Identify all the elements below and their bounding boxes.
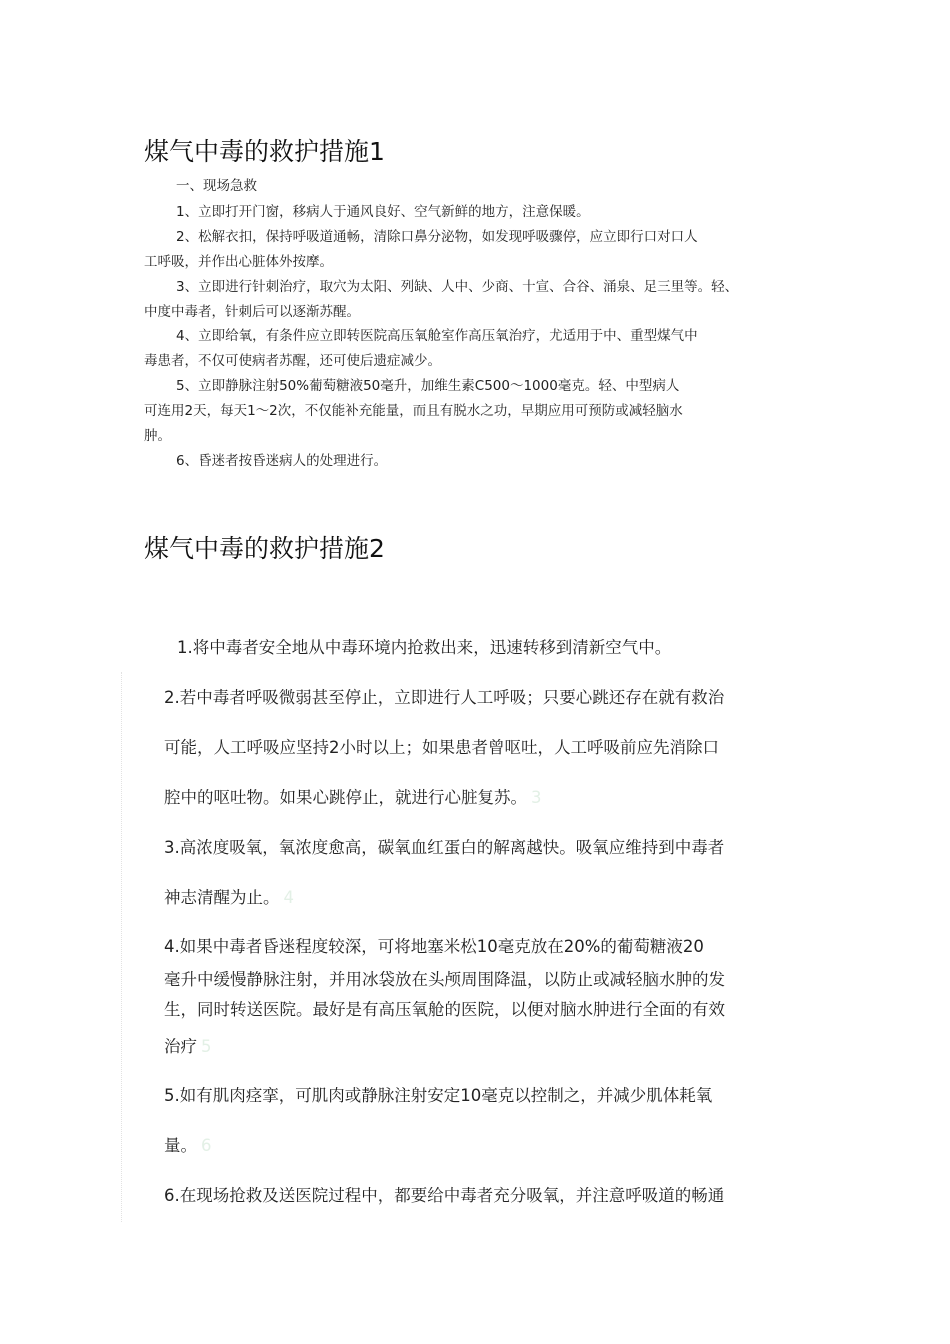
paragraph-line: 6、昏迷者按昏迷病人的处理进行。 [176,453,388,469]
paragraph-line: 5.如有肌肉痉挛，可肌肉或静脉注射安定10毫克以控制之，并减少肌体耗氧 [164,1086,713,1105]
paragraph-line: 一、现场急救 [176,178,257,194]
paragraph-line: 6.在现场抢救及送医院过程中，都要给中毒者充分吸氧，并注意呼吸道的畅通 [164,1186,725,1205]
paragraph-line: 3、立即进行针刺治疗，取穴为太阳、列缺、人中、少商、十宣、合谷、涌泉、足三里等。轻、 [176,279,739,295]
paragraph-line: 1.将中毒者安全地从中毒环境内抢救出来，迅速转移到清新空气中。 [177,638,672,657]
paragraph-line: 可连用2天，每天1～2次，不仅能补充能量，而且有脱水之功，早期应用可预防或减轻脑水 [144,403,683,419]
paragraph-line: 可能，人工呼吸应坚持2小时以上；如果患者曾呕吐，人工呼吸前应先消除口 [164,738,719,757]
paragraph-line: 中度中毒者，针刺后可以逐渐苏醒。 [144,304,360,320]
paragraph-line: 3.高浓度吸氧，氧浓度愈高，碳氧血红蛋白的解离越快。吸氧应维持到中毒者 [164,838,725,857]
paragraph-line [164,887,294,909]
paragraph-line: 4、立即给氧，有条件应立即转医院高压氧舱室作高压氧治疗，尤适用于中、重型煤气中 [176,328,698,344]
paragraph-line: 2.若中毒者呼吸微弱甚至停止，立即进行人工呼吸；只要心跳还存在就有救治 [164,688,725,707]
paragraph-line: 1、立即打开门窗，移病人于通风良好、空气新鲜的地方，注意保暖。 [176,204,590,220]
footnote-marker: 3 [531,788,542,807]
paragraph-line: 毫升中缓慢静脉注射，并用冰袋放在头颅周围降温，以防止或减轻脑水肿的发 [164,970,725,989]
paragraph-line [164,1036,212,1058]
paragraph-line: 生，同时转送医院。最好是有高压氧舱的医院，以便对脑水肿进行全面的有效 [164,1000,725,1019]
paragraph-line: 4.如果中毒者昏迷程度较深，可将地塞米松10毫克放在20%的葡萄糖液20 [164,937,704,956]
paragraph-line: 5、立即静脉注射50%葡萄糖液50毫升，加维生素C500～1000毫克。轻、中型病人 [176,378,680,394]
footnote-marker: 5 [201,1037,212,1056]
paragraph-line: 工呼吸，并作出心脏体外按摩。 [144,254,333,270]
paragraph-line [164,1135,212,1157]
paragraph-line: 2、松解衣扣，保持呼吸道通畅，清除口鼻分泌物，如发现呼吸骤停，应立即行口对口人 [176,229,698,245]
section1-title: 煤气中毒的救护措施1 [144,137,385,166]
line-text: 治疗 [164,1037,197,1056]
paragraph-line: 毒患者，不仅可使病者苏醒，还可使后遗症减少。 [144,353,441,369]
footnote-marker: 6 [201,1136,212,1155]
paragraph-line [164,787,542,809]
line-text: 腔中的呕吐物。如果心跳停止，就进行心脏复苏。 [164,788,527,807]
margin-rule [121,672,122,1222]
line-text: 神志清醒为止。 [164,888,280,907]
section2-title: 煤气中毒的救护措施2 [144,534,385,563]
line-text: 量。 [164,1136,197,1155]
paragraph-line: 肿。 [144,428,171,444]
footnote-marker: 4 [283,888,294,907]
